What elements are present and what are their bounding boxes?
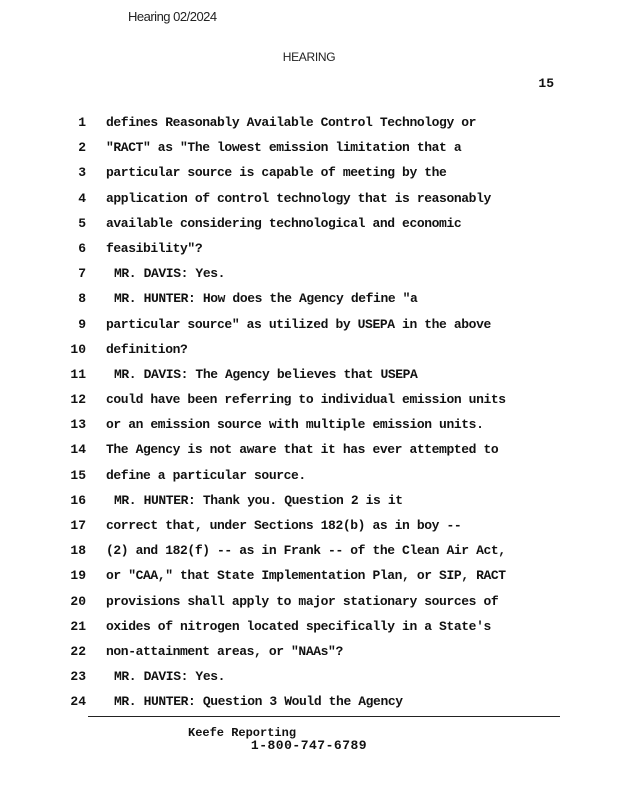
line-number: 14 (70, 442, 86, 458)
line-text: could have been referring to individual emission units (106, 392, 506, 408)
hearing-date-header: Hearing 02/2024 (128, 9, 217, 24)
line-number: 24 (70, 694, 86, 710)
line-number: 21 (70, 618, 86, 634)
transcript-line (0, 236, 618, 261)
transcript-line (0, 337, 618, 362)
transcript-body (0, 110, 618, 715)
transcript-line (0, 563, 618, 588)
line-text: MR. DAVIS: Yes. (114, 266, 226, 282)
transcript-line (0, 135, 618, 160)
line-text: MR. DAVIS: The Agency believes that USEPA (114, 366, 418, 382)
line-text: particular source" as utilized by USEPA in the above (106, 316, 491, 332)
line-number: 3 (78, 165, 86, 181)
page-title: HEARING (282, 50, 336, 64)
line-text: MR. HUNTER: Thank you. Question 2 is it (114, 492, 403, 508)
footer-divider (88, 716, 560, 717)
line-number: 8 (78, 291, 86, 307)
line-number: 11 (70, 366, 86, 382)
transcript-line (0, 211, 618, 236)
page-number: 15 (538, 76, 554, 91)
line-number: 16 (70, 492, 86, 508)
transcript-line (0, 362, 618, 387)
transcript-line (0, 412, 618, 437)
transcript-line (0, 589, 618, 614)
transcript-line (0, 261, 618, 286)
transcript-line (0, 689, 618, 714)
line-number: 5 (78, 215, 86, 231)
line-text: "RACT" as "The lowest emission limitation that a (106, 140, 462, 156)
line-text: The Agency is not aware that it has ever attempted to (106, 442, 499, 458)
line-number: 22 (70, 643, 86, 659)
transcript-line (0, 186, 618, 211)
line-number: 2 (78, 140, 86, 156)
line-text: provisions shall apply to major stationary sources of (106, 593, 499, 609)
line-number: 6 (78, 240, 86, 256)
line-text: definition? (106, 341, 188, 357)
transcript-line (0, 437, 618, 462)
line-text: MR. HUNTER: How does the Agency define "a (114, 291, 418, 307)
transcript-line (0, 312, 618, 337)
transcript-line (0, 664, 618, 689)
line-number: 20 (70, 593, 86, 609)
line-number: 9 (78, 316, 86, 332)
transcript-line (0, 538, 618, 563)
line-text: particular source is capable of meeting by the (106, 165, 447, 181)
line-text: MR. HUNTER: Question 3 Would the Agency (114, 694, 403, 710)
line-text: feasibility"? (106, 240, 203, 256)
line-text: application of control technology that is reasonably (106, 190, 491, 206)
line-number: 4 (78, 190, 86, 206)
reporting-company: Keefe Reporting (188, 726, 297, 740)
transcript-line (0, 513, 618, 538)
line-number: 13 (70, 417, 86, 433)
line-number: 12 (70, 392, 86, 408)
line-text: (2) and 182(f) -- as in Frank -- of the Clean Air Act, (106, 543, 506, 559)
line-text: define a particular source. (106, 467, 306, 483)
transcript-line (0, 286, 618, 311)
transcript-line (0, 488, 618, 513)
line-number: 23 (70, 669, 86, 685)
line-number: 15 (70, 467, 86, 483)
reporting-phone: 1-800-747-6789 (250, 738, 368, 753)
line-text: available considering technological and economic (106, 215, 462, 231)
line-number: 17 (70, 518, 86, 533)
transcript-line (0, 160, 618, 185)
line-text: or an emission source with multiple emission units. (106, 417, 484, 433)
transcript-line (0, 639, 618, 664)
transcript-line (0, 463, 618, 488)
transcript-line (0, 387, 618, 412)
line-number: 18 (70, 543, 86, 559)
line-text: correct that, under Sections 182(b) as in boy -- (106, 518, 462, 533)
transcript-line (0, 110, 618, 135)
line-text: defines Reasonably Available Control Technology or (106, 115, 477, 130)
line-number: 19 (70, 568, 86, 584)
line-number: 10 (70, 341, 86, 357)
line-number: 1 (78, 115, 86, 130)
line-number: 7 (78, 266, 86, 282)
line-text: MR. DAVIS: Yes. (114, 669, 226, 685)
line-text: oxides of nitrogen located specifically in a State's (106, 618, 491, 634)
line-text: or "CAA," that State Implementation Plan, or SIP, RACT (106, 568, 506, 584)
line-text: non-attainment areas, or "NAAs"? (106, 643, 343, 659)
transcript-line (0, 614, 618, 639)
